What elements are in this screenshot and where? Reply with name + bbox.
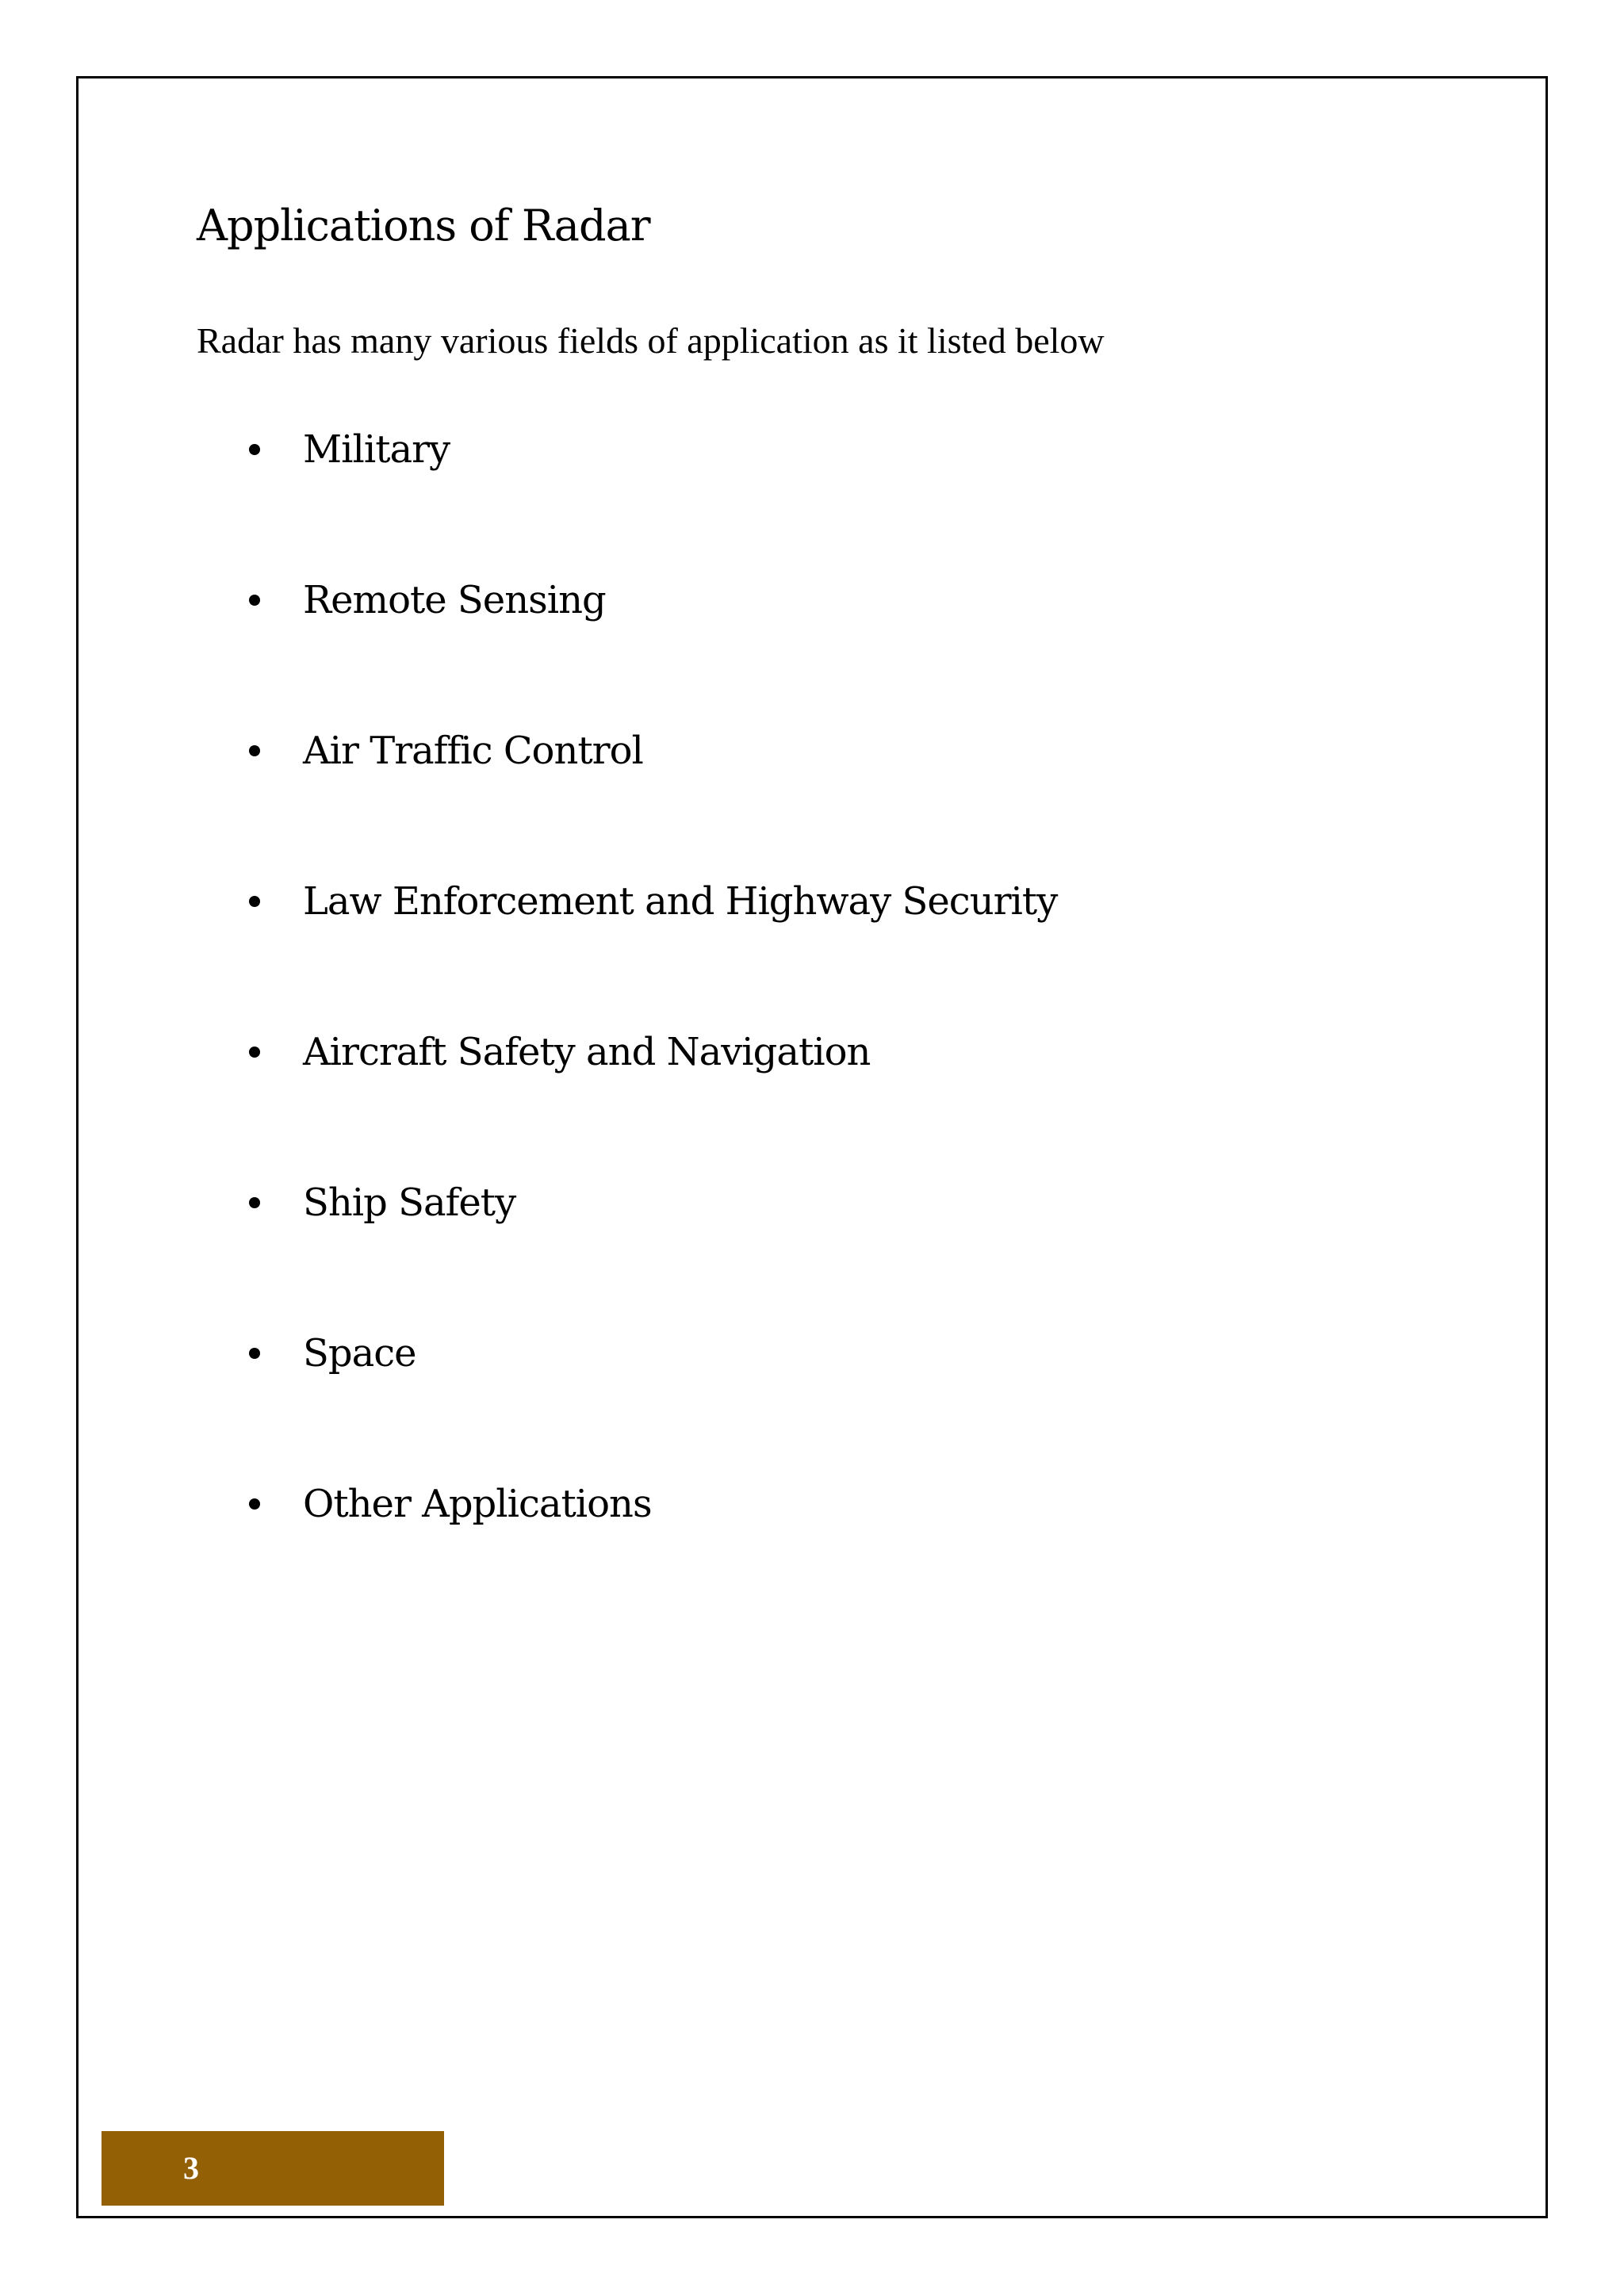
list-item-label: Ship Safety (303, 1181, 516, 1225)
page-number-box (102, 2131, 444, 2206)
list-item-label: Law Enforcement and Highway Security (303, 879, 1058, 924)
bullet-icon (249, 1197, 260, 1208)
bullet-icon (249, 595, 260, 606)
list-item-label: Air Traffic Control (303, 729, 643, 773)
list-item-label: Space (303, 1331, 416, 1376)
intro-paragraph: Radar has many various fields of application as it listed below (197, 320, 1105, 361)
list-item-label: Aircraft Safety and Navigation (303, 1030, 871, 1074)
list-item (249, 874, 1057, 929)
list-item (249, 723, 643, 779)
list-item (249, 1175, 515, 1230)
list-item (249, 572, 606, 628)
list-item-label: Remote Sensing (303, 578, 606, 622)
bullet-icon (249, 1498, 260, 1510)
bullet-icon (249, 896, 260, 907)
list-item (249, 422, 450, 477)
page-number: 3 (183, 2150, 199, 2186)
list-item (249, 1476, 652, 1532)
bullet-icon (249, 1348, 260, 1359)
list-item-label: Military (303, 427, 450, 472)
page-title: Applications of Radar (197, 201, 650, 251)
page-border (76, 76, 1548, 2218)
list-item (249, 1024, 870, 1080)
page-number-wrap (102, 2131, 273, 2206)
list-item (249, 1326, 416, 1381)
list-item-label: Other Applications (303, 1482, 652, 1526)
bullet-icon (249, 444, 260, 455)
bullet-icon (249, 1047, 260, 1058)
bullet-icon (249, 745, 260, 756)
